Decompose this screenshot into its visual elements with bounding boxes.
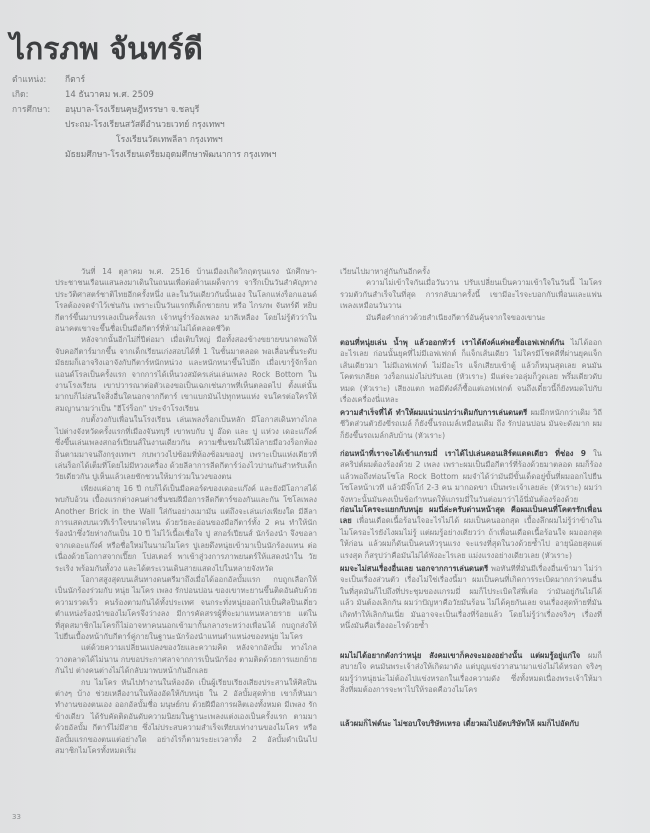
quote-block bbox=[340, 337, 602, 405]
paragraph: วันที่ 14 ตุลาคม พ.ศ. 2516 บ้านเมืองเกิดวิกฤตรุนแรง นักศึกษา-ประชาชนเรือนแสนลงมาเดินในถนนเพื่อต่อต้านเผด็จการ จารึกเป็นวันสำคัญทางประวัติศาสตร์ชาติไทยอีกครั้งหนึ่ง และในวันเดียวกันนั้นเอง ในโลกแห่งร็อกแอนด์โรลต้องจดจำไว้เช่นกัน เพราะเป็นวันแรกที่เด็กชายกบ หรือ ไกรภพ จันทร์ดี หยิบกีตาร์ขึ้นมาบรรเลงเป็นครั้งแรก เจ้าหนูร่ำร้องเพลง มาลีเหลือง โดยไม่รู้ตัวว่าในอนาคตเขาจะขึ้นชื่อเป็นมือกีตาร์ที่ห้ามไม่ได้ตลอดชีวิต bbox=[55, 267, 317, 334]
quote-text: ไม่ได้ออกอะไรเลย ก่อนนั้นยุคที่ไม่มีเอฟเฟกต์ ก็แจ็กเส้นเดียว ไม่ใครมีโชคดีที่ผ่านยุคแจ็กเส้นเดียวมา ไม่มีเอฟเฟกต์ ไม่มีอะไร แจ็กเสียบเข้าตู้ แล้วก็หมุนสุดเลย คนมันโคตรเกลียด วงร็อกแม่งไม่ปรับเลย (หัวเราะ) มีแต่จะวอลุ่มก็วูดเลย พรึ่มเดียวดับหมด (หัวเราะ) เสียงแตก พอมีตังค์ก็ซื้อแต่เอฟเฟกต์ จนถึงเดี๋ยวนี้ก็ยังหมดไปกับเรื่องเครื่องนี่แหละ bbox=[340, 338, 602, 405]
page-title: ไกรภพ จันทร์ดี bbox=[10, 32, 203, 67]
paragraph: ความไม่เข้าใจกันเมื่อวันวาน ปรับเปลี่ยนเป็นความเข้าใจในวันนี้ ไมโครรวมตัวกันสำเร็จในที่สุด การกลับมาครั้งนี้ เขามีอะไรจะบอกกับเพื่อนและแฟนเพลงเหมือนวันวาน bbox=[340, 278, 602, 311]
position-value: กีตาร์ bbox=[65, 75, 86, 85]
quote-lead: ผมจะไม่สนเรื่องอื่นเลย นอกจากการเล่นดนตรี bbox=[340, 564, 489, 573]
paragraph: โอกาสสูงสุดบนเส้นทางดนตรีมาถึงเมื่อได้ออกอัลบั้มแรก กบถูกเลือกให้เป็นนักร้องร่วมกับ หนุ่ย ไมโคร เพลง รักปอนปอน ของเขาทะยานขึ้นติดอันดับด้วยความรวดเร็ว คนร้องตามกันได้ทั้งประเทศ จนกระทั่งหนุ่ยออกไปเป็นศิลปินเดี่ยว ตำแหน่งร้องนำของไมโครจึงว่างลง มีการคัดสรรผู้ที่จะมาแทนหลายราย แต่ในที่สุดสมาชิกไมโครก็ไม่อาจหาคนนอกเข้ามากั้นกลางระหว่างเพื่อนได้ กบถูกส่งให้ไปยืนเบื้องหน้ากับกีตาร์คู่กายในฐานะนักร้องนำแทนตำแหน่งของหนุ่ย ไมโคร bbox=[55, 574, 317, 641]
quote-block bbox=[340, 563, 602, 631]
education-item: มัธยมศึกษา-โรงเรียนเตรียมอุดมศึกษาพัฒนาการ กรุงเทพฯ bbox=[65, 150, 277, 160]
position-label: ตำแหน่ง: bbox=[12, 75, 47, 85]
education-item: ประถม-โรงเรียนสวัสดีอำนวยเวทย์ กรุงเทพฯ bbox=[65, 120, 225, 130]
page-number: 33 bbox=[12, 813, 21, 821]
right-intro bbox=[340, 266, 602, 323]
quote-block bbox=[340, 650, 602, 696]
left-column bbox=[55, 266, 317, 756]
quote-block bbox=[340, 718, 640, 729]
paragraph: หลังจากนั้นอีกไม่กี่ปีต่อมา เมื่อเติบใหญ่ มือทั้งสองข้างขยายขนาดพอให้จับคอกีตาร์มากขึ้น จากเด็กเรียนเก่งสอบได้ที่ 1 ในชั้นมาตลอด พอเลื่อนชั้นระดับมัธยมก็เอาจริงเอาจังกับกีตาร์หนักหน่วง และหนักหนาขึ้นไปอีก เมื่อเขารู้จักร็อกแอนด์โรลเป็นครั้งแรก จากการได้เห็นวงสมัครเล่นเล่นเพลง Rock Bottom ในงานโรงเรียน เขาปวารณาต่อตัวเองขอเป็นเฉกเช่นภาพที่เห็นตลอดไป ตั้งแต่นั้นมากบก็ไม่สนใจสิ่งอื่นใดนอกจากกีตาร์ เขาแบกมันไปทุกหนแห่ง จนใครต่อใครให้สมญานามว่าเป็น "ฮีโร่ร็อก" ประจำโรงเรียน bbox=[55, 335, 317, 413]
quote-text: พอทันทีที่มันมีเรื่องอื่นเข้ามา ไม่ว่าจะเป็นเรื่องส่วนตัว เรื่องไม่ใช่เรื่องนี้มา ผมเป็นคนที่เกิดการระเบิดมากกว่าคนอื่น ในที่สุดมันก็ไปถึงที่ประชุมของแกรมมี่ ผมก็ไประเบิดใส่พี่เต๋อ ว่ามันอยู่กันไม่ได้แล้ว มันต้องเลิกกัน ผมว่าปัญหาคือวัยมันร้อน ไม่ได้คุยกันเลย จนเรื่องสุดท้ายที่มันเกิดทำให้เลิกกันเนี่ย มันอาจจะเป็นเรื่องที่ร้อยแล้ว โดยไม่รู้ว่าเรื่องจริงๆ เรื่องที่หนึ่งมันคือเรื่องอะไรด้วยซ้ำ bbox=[340, 564, 602, 631]
paragraph: แต่ด้วยความเปลี่ยนแปลงของวัยและความคิด หลังจากอัลบั้ม ทางไกล วางตลาดได้ไม่นาน กบขอประกาศลาจากการเป็นนักร้อง ตามติดด้วยการแยกย้ายกันไป ต่างคนต่างไม่ได้กลับมาพบหน้ากันอีกเลย bbox=[55, 643, 317, 676]
quote-text: ผมมีกหนักกว่าเดิม วิถีชีวิตส่วนตัวยังขี่รถเมล์ ก็ยังขึ้นรถเมล์เหมือนเดิม ถึง รักปอนปอน มันจะดังมาก ผมก็ยังขึ้นรถเมล์กลับบ้าน (หัวเราะ) bbox=[340, 408, 603, 440]
education-item: โรงเรียนวัดเทพลีลา กรุงเทพฯ bbox=[116, 135, 223, 145]
quote-lead: ก่อนหน้าที่เราจะได้เข้าแกรมมี่ เราได้ไปเล่นคอนเสิร์ตแดดเดียว ที่ช่อง 9 bbox=[340, 449, 587, 458]
education-label: การศึกษา: bbox=[12, 105, 51, 115]
quote-lead: แล้วผมก็ไฟต์นะ ไม่ชอบใจบริษัทเหรอ เดี๋ยวผมไปอัดบริษัทให้ ผมก็ไปอัดกับ bbox=[340, 719, 579, 728]
quote-text: ผมก็สบายใจ คนมันพระเจ้าส่งให้เกิดมาดัง แต่บุญแข่งวาสนามาแข่งไม่ได้หรอก จริงๆ ผมรู้ว่าหนุ่ยน่ะไม่ต้องไปแข่งหรอกในเรื่องความดัง ซึ่งทั้งหมดเนื่องพระเจ้าให้มา สิ่งที่ผมต้องการจะพาไปให้รอดคือวงไมโคร bbox=[340, 651, 602, 695]
quote-lead: ก่อนไมโครจะแยกกับหนุ่ย ผมนี่ล่ะครับด่านหน้าสุด คือผมเป็นคนที่โคตรรักเพื่อนเลย bbox=[340, 505, 602, 526]
paragraph: กบ ไมโคร หันไปทำงานในห้องอัด เป็นผู้เรียบเรียงเสียงประสานให้ศิลปินต่างๆ บ้าง ช่วยเหลืองานในห้องอัดให้กับหนุ่ย ใน 2 อัลบั้มสุดท้าย เขาก็หันมาทำงานของตนเอง ออกอัลบั้มชื่อ มนุษย์กบ ด้วยฝีมือการผลิตเองทั้งหมด มีเพลง รักข้างเดียว ได้รับคัดติดอันดับความนิยมในฐานะเพลงแต่งเองเป็นครั้งแรก ตามมาด้วยอัลบั้ม กีตาร์ไม่มีสาย ซึ่งไม่ประสบความสำเร็จเทียบเท่างานของไมโคร หรือ อัลบั้มแรกของตนแต่อย่างใด อย่างไรก็ตามระยะเวลาทั้ง 2 อัลบั้มดำเนินไป สมาชิกไมโครทั้งหมดเริ่ม bbox=[55, 677, 317, 756]
paragraph: เพียงแค่อายุ 16 ปี กบก็ได้เป็นมือคอร์ดของเดอะแก๊งค์ และยังมีโอกาสได้พบกับอ้วน เบื้องแรกต่างคนต่างชื่นชมฝีมือการลีดกีตาร์ของกันและกัน โซโลเพลง Another Brick in the Wall ใส่กันอย่างเมามัน แต่ถึงจะเล่นเก่งเพียงใด มีลีลาการแสดงบนเวทีเร้าใจขนาดไหน ด้วยวัยละอ่อนของมือกีตาร์ทั้ง 2 คน ทำให้นักร้องนำซึ่งวัยห่างกันเป็น 10 ปี ไม่ไว้เนื้อเชื่อใจ ปู สกอร์เปียนส์ นักร้องนำ จึงขอลาจากเดอะแก๊งค์ หรือชื่อใหม่ในนามไมโคร ปูเลยดึงหนุ่ยเข้ามาเป็นนักร้องแทน ต่อเนื่องด้วยโอกาสจากเปี๊ยก โปสเตอร์ พาเข้าสู่วงการภาพยนตร์ให้แสดงนำใน วัยระเริง พร้อมกันทั้งวง และได้ตระเวนเดินสายแสดงไปในหลายจังหวัด bbox=[55, 483, 317, 573]
education-item: อนุบาล-โรงเรียนคุษฎีหรรษา จ.ชลบุรี bbox=[65, 105, 200, 115]
born-label: เกิด: bbox=[12, 90, 29, 100]
born-value: 14 ธันวาคม พ.ศ. 2509 bbox=[65, 90, 154, 100]
quote-block bbox=[340, 504, 602, 561]
quote-block bbox=[340, 407, 602, 441]
paragraph: กบตั้งวงกับเพื่อนในโรงเรียน เล่นเพลงร็อกเป็นหลัก มีโอกาสเดินทางไกลไปต่างจังหวัดครั้งแรกที่เมืองจันทบุรี เขาพบกับ ปู อ๊อด และ ปู แห่วง เดอะแก๊งค์ ซึ่งขึ้นเล่นเพลงสกอร์เปียนส์ในงานเดียวกัน ความชื่นชมในฝีไม้ลายมือวงร็อกท้องถิ่นตามมาจนถึงกรุงเทพฯ กบพาวงไปซ้อมที่ห้องซ้อมของปู เพราะเป็นแห่งเดียวที่เล่นร็อกได้เต็มที่โดยไม่มีหวงเครื่อง ด้วยลีลาการลีดกีตาร์ว่องไวปานกันสำหรับเด็กวัยเดียวกัน ปูเห็นแล้วเลยชักชวนให้มาร่วมในวงของตน bbox=[55, 415, 317, 482]
quote-lead: ตอนที่หนุ่ยเล่น น้ำพุ แล้วออกทัวร์ เราได้ตังค์แค่พอซื้อเอฟเฟกต์กัน bbox=[340, 338, 565, 347]
quote-lead: ความสำเร็จที่ได้ ทำให้ผมแน่วแน่กว่าเดิมกับการเล่นดนตรี bbox=[340, 408, 528, 417]
quote-lead: ผมไม่ได้อยากดังกว่าหนุ่ย สังคมเขาก็คงจะมองอย่างนั้น แต่ผมรู้อยู่แก่ใจ bbox=[340, 651, 581, 660]
quote-text: ในสคริปต์ผมต้องร้องด้วย 2 เพลง เพราะผมเป็นมือกีตาร์ที่ร้องด้วยมาตลอด ผมก็ร้องแล้วพอถึงท่อนโซโล Rock Bottom ผมจำได้ว่ามันมีขั้นเด็ดอยู่ขั้นที่ผมออกไปยืนโซโลหน้าเวที แล้วมีจิ๊กโก๋ 2-3 คน มากอดขา เป็นพระเจ้าเลยล่ะ (หัวเราะ) ผมว่าจังหวะนั้นมันคงเป็นข้อกำหนดให้แกรมมี่ในวันต่อมาว่าไอ้นี่มันต้องร้องด้วย bbox=[340, 449, 602, 504]
paragraph: เวียนไปมาหาสู่กันกันอีกครั้ง bbox=[340, 267, 430, 276]
quote-text: เพื่อนเดือดเนื้อร้อนใจอะไรไม่ได้ ผมเป็นคนออกสุด เบื้องลึกผมไม่รู้ว่าข้างในไมโครอะไรยังไงผมไม่รู้ แต่ผมรู้อย่างเดียวว่า ถ้าเพื่อนเดือดเนื้อร้อนใจ ผมออกสุดให้ก่อน แล้วผมก็ดันเป็นคนหัวรุนแรง จะแรงที่สุดในวงด้วยซ้ำไป อายุน้อยสุดแต่แรงสุด ก็สรุปว่าคือมันไม่ได้พังอะไรเลย แม่งแรงอย่างเดียวเลย (หัวเราะ) bbox=[340, 516, 602, 560]
quote-block bbox=[340, 448, 602, 505]
paragraph: มันคือคำกล่าวด้วยสำเนียงกีตาร์อันคุ้นจากใจของเขานะ bbox=[366, 312, 546, 322]
